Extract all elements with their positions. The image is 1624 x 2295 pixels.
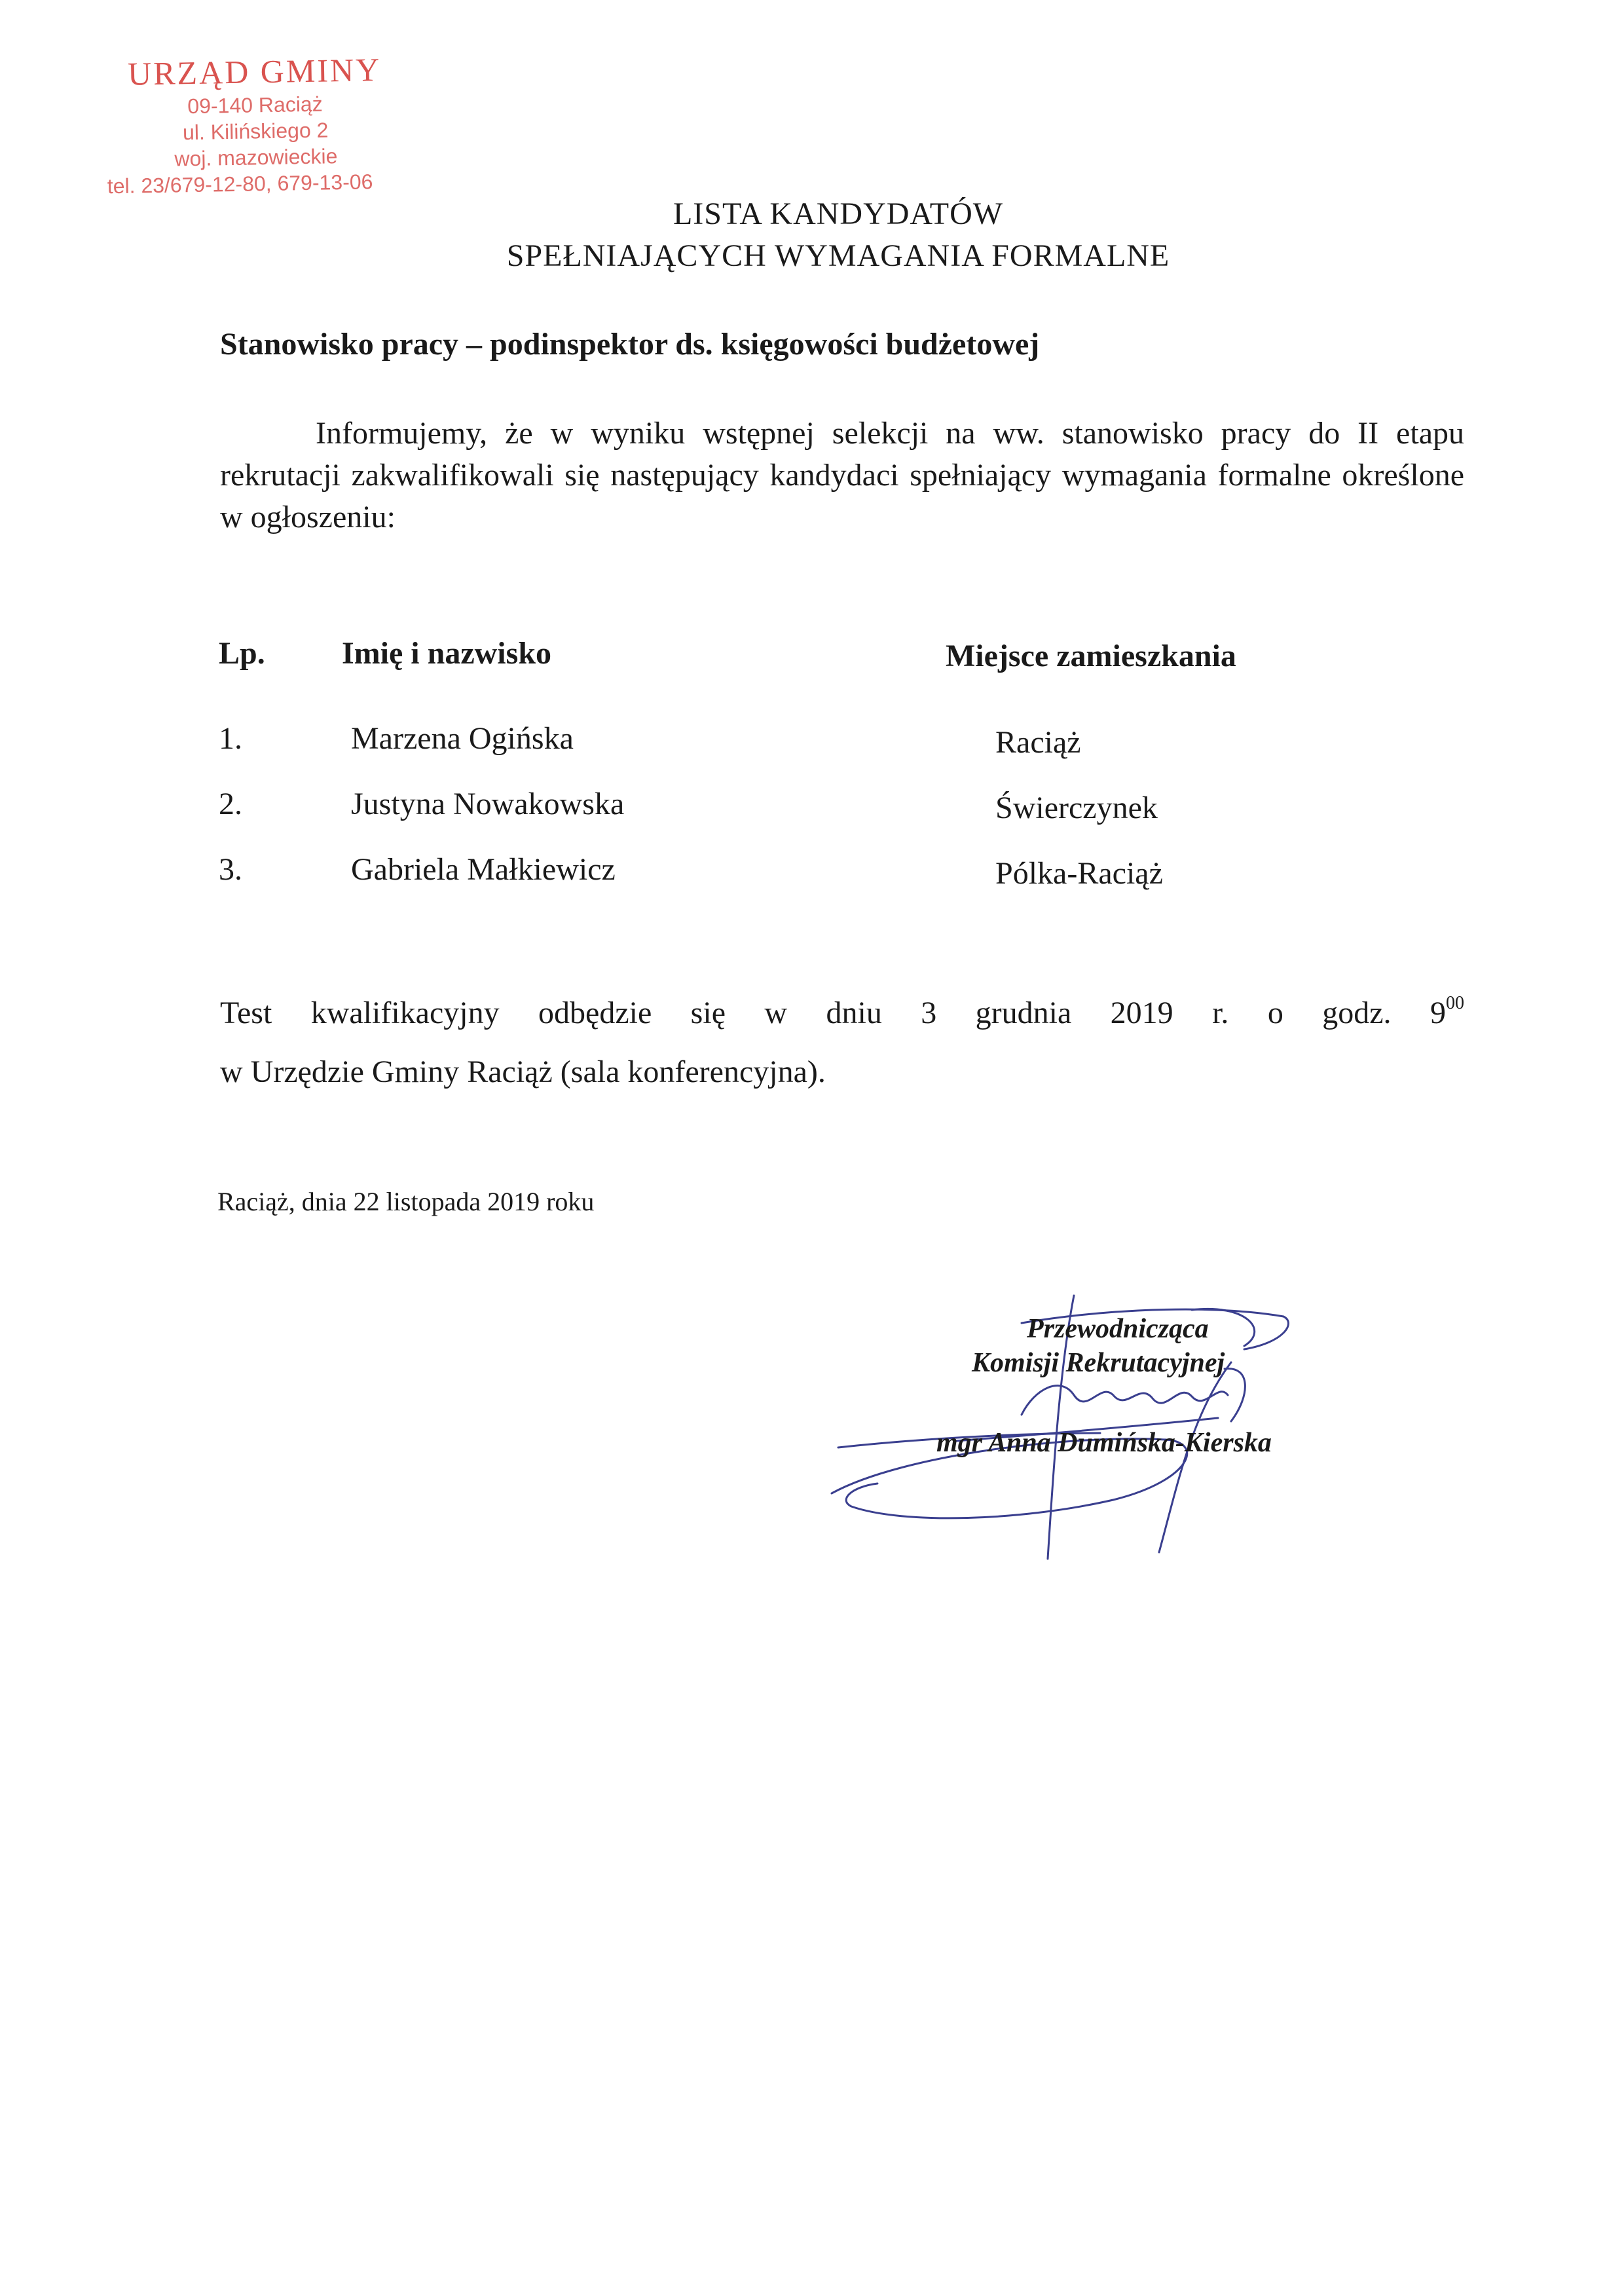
- signature-stroke: [1022, 1386, 1228, 1415]
- test-hour: 9: [1430, 996, 1446, 1030]
- row-number: 3.: [219, 852, 242, 887]
- test-word: kwalifikacyjny: [310, 996, 500, 1030]
- document-title-line2: SPEŁNIAJĄCYCH WYMAGANIA FORMALNE: [506, 238, 1170, 273]
- table-header-place: Miejsce zamieszkania: [946, 639, 1236, 673]
- row-number: 1.: [219, 721, 242, 756]
- stamp-phone: tel. 23/679-12-80, 679-13-06: [107, 170, 373, 198]
- table-row: [0, 785, 1624, 827]
- test-word: w: [764, 996, 788, 1030]
- candidate-place: Pólka-Raciąż: [995, 856, 1163, 891]
- test-word: r.: [1212, 996, 1229, 1030]
- job-position: Stanowisko pracy – podinspektor ds. księgowości budżetowej: [220, 327, 1040, 362]
- table-row: [0, 850, 1624, 892]
- intro-paragraph: Informujemy, że w wyniku wstępnej selekcji na ww. stanowisko pracy do II etapu rekrutacji zakwalifikowali się następujący kandydaci spełniający wymagania formalne określone w ogłoszeniu:: [220, 416, 1464, 534]
- test-minutes: 00: [1445, 993, 1464, 1013]
- office-stamp: [97, 48, 440, 199]
- signature-role-line1: Przewodnicząca: [1027, 1314, 1209, 1344]
- stamp-voivodeship: woj. mazowieckie: [174, 144, 338, 171]
- test-word: Test: [220, 996, 272, 1030]
- row-number: 2.: [219, 787, 242, 821]
- test-word: godz.: [1322, 996, 1392, 1030]
- test-time: [1430, 984, 1464, 1043]
- test-info: [220, 984, 1464, 1102]
- candidate-name: Marzena Ogińska: [351, 721, 574, 756]
- candidate-place: Raciąż: [995, 725, 1081, 760]
- test-word: dniu: [826, 996, 882, 1030]
- signature-role-line2: Komisji Rekrutacyjnej: [972, 1348, 1225, 1378]
- test-word: o: [1267, 996, 1283, 1030]
- candidate-name: Justyna Nowakowska: [351, 787, 625, 821]
- signatory-name: mgr Anna Dumińska-Kierska: [936, 1428, 1272, 1458]
- test-info-line2: w Urzędzie Gminy Raciąż (sala konferencyjna).: [220, 1054, 826, 1089]
- candidate-place: Świerczynek: [995, 791, 1158, 825]
- test-info-line1: [220, 984, 1464, 1043]
- test-word: odbędzie: [538, 996, 652, 1030]
- document-date: Raciąż, dnia 22 listopada 2019 roku: [217, 1187, 595, 1216]
- test-word: grudnia: [975, 996, 1072, 1030]
- stamp-title: URZĄD GMINY: [127, 50, 382, 92]
- stamp-postcode: 09-140 Raciąż: [187, 92, 323, 119]
- table-header-name: Imię i nazwisko: [342, 636, 552, 671]
- table-row: [0, 719, 1624, 761]
- test-word: się: [690, 996, 726, 1030]
- candidate-name: Gabriela Małkiewicz: [351, 852, 616, 887]
- test-word: 2019: [1110, 996, 1173, 1030]
- document-title-line1: LISTA KANDYDATÓW: [673, 196, 1004, 231]
- table-header-lp: Lp.: [219, 636, 265, 671]
- stamp-street: ul. Kilińskiego 2: [182, 118, 329, 145]
- test-word: 3: [921, 996, 937, 1030]
